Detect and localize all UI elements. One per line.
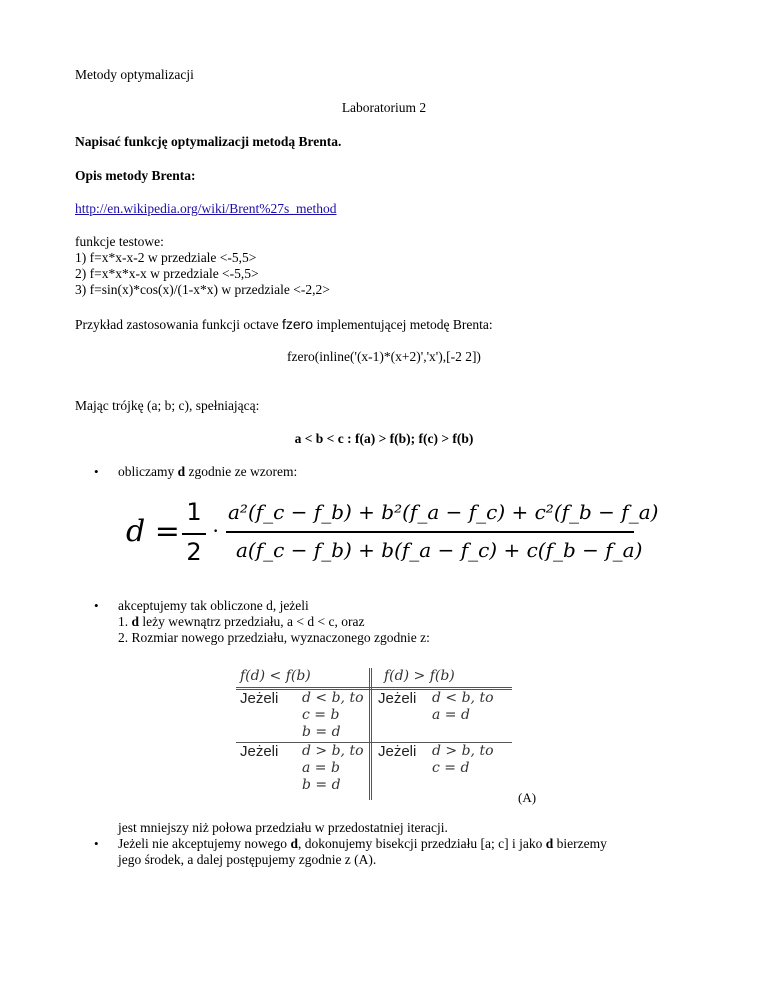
frac-half-bar bbox=[182, 533, 206, 535]
bullet-2-item2: 2. Rozmiar nowego przedziału, wyznaczonego zgodnie z: bbox=[118, 630, 430, 645]
method-heading: Opis metody Brenta: bbox=[75, 168, 196, 183]
lab-title: Laboratorium 2 bbox=[341, 100, 427, 115]
bullet-2: • bbox=[94, 598, 99, 613]
row2-col1-assign2: b = d bbox=[302, 777, 341, 793]
condition: a < b < c : f(a) > f(b); f(c) > f(b) bbox=[294, 431, 474, 446]
subject-title: Metody optymalizacji bbox=[75, 67, 194, 82]
tail-line1: jest mniejszy niż połowa przedziału w przedostatniej iteracji. bbox=[118, 820, 448, 835]
bullet-3: • bbox=[94, 836, 99, 851]
frac-num: 1 bbox=[186, 498, 202, 526]
frac-den: 2 bbox=[186, 538, 202, 566]
row1-col1-assign1: c = b bbox=[302, 707, 340, 723]
example-sentence: Przykład zastosowania funkcji octave fzero implementującej metodę Brenta: bbox=[75, 316, 493, 332]
bullet-1: • bbox=[94, 464, 99, 479]
bullet-2-line1: akceptujemy tak obliczone d, jeżeli bbox=[118, 598, 309, 613]
row1-col2-cond: d < b, to bbox=[432, 690, 494, 706]
row1-col2-if: Jeżeli bbox=[378, 690, 417, 707]
tail-line3: jego środek, a dalej postępujemy zgodnie z (A). bbox=[118, 852, 377, 867]
triple-intro: Mając trójkę (a; b; c), spełniającą: bbox=[75, 398, 260, 413]
row2-col2-cond: d > b, to bbox=[432, 743, 494, 759]
row1-col1-cond: d < b, to bbox=[302, 690, 364, 706]
test-function-1: 1) f=x*x-x-2 w przedziale <-5,5> bbox=[75, 250, 257, 265]
brent-formula: d = 1 2 · a²(f_c − f_b) + b²(f_a − f_c) + c²(f_b − f_a) a(f_c − f_b) + b(f_a − f_c) + c(f_b − f_a) bbox=[126, 498, 659, 566]
bullet-1-text: obliczamy d zgodnie ze wzorem: bbox=[118, 464, 298, 479]
row2-col2-if: Jeżeli bbox=[378, 743, 417, 760]
test-function-3: 3) f=sin(x)*cos(x)/(1-x*x) w przedziale <-2,2> bbox=[75, 282, 330, 297]
tests-heading: funkcje testowe: bbox=[75, 234, 164, 249]
formula-numerator: a²(f_c − f_b) + b²(f_a − f_c) + c²(f_b − f_a) bbox=[228, 500, 659, 524]
row2-col1-assign1: a = b bbox=[302, 760, 340, 776]
table-label: (A) bbox=[518, 790, 537, 805]
task-heading: Napisać funkcję optymalizacji metodą Brenta. bbox=[75, 134, 342, 149]
example-code: fzero(inline('(x-1)*(x+2)','x'),[-2 2]) bbox=[287, 349, 481, 364]
wikipedia-link[interactable]: http://en.wikipedia.org/wiki/Brent%27s_method bbox=[75, 201, 337, 216]
bullet-2-item1: 1. d leży wewnątrz przedziału, a < d < c, oraz bbox=[118, 614, 365, 629]
formula-lhs: d = bbox=[126, 514, 180, 549]
brent-rules-table bbox=[232, 668, 512, 800]
formula-denominator: a(f_c − f_b) + b(f_a − f_c) + c(f_b − f_a) bbox=[236, 538, 643, 562]
formula-fraction-bar bbox=[226, 531, 634, 533]
row1-col1-if: Jeżeli bbox=[240, 690, 279, 707]
row2-col1-cond: d > b, to bbox=[302, 743, 364, 759]
row2-col2-assign1: c = d bbox=[432, 760, 470, 776]
test-function-2: 2) f=x*x*x-x w przedziale <-5,5> bbox=[75, 266, 259, 281]
col2-header: f(d) > f(b) bbox=[384, 668, 455, 684]
row1-col2-assign1: a = d bbox=[432, 707, 470, 723]
row2-col1-if: Jeżeli bbox=[240, 743, 279, 760]
tail-line2: Jeżeli nie akceptujemy nowego d, dokonujemy bisekcji przedziału [a; c] i jako d bierzemy bbox=[118, 836, 607, 851]
col1-header: f(d) < f(b) bbox=[240, 668, 311, 684]
fzero-keyword: fzero bbox=[281, 316, 314, 332]
row1-col1-assign2: b = d bbox=[302, 724, 341, 740]
